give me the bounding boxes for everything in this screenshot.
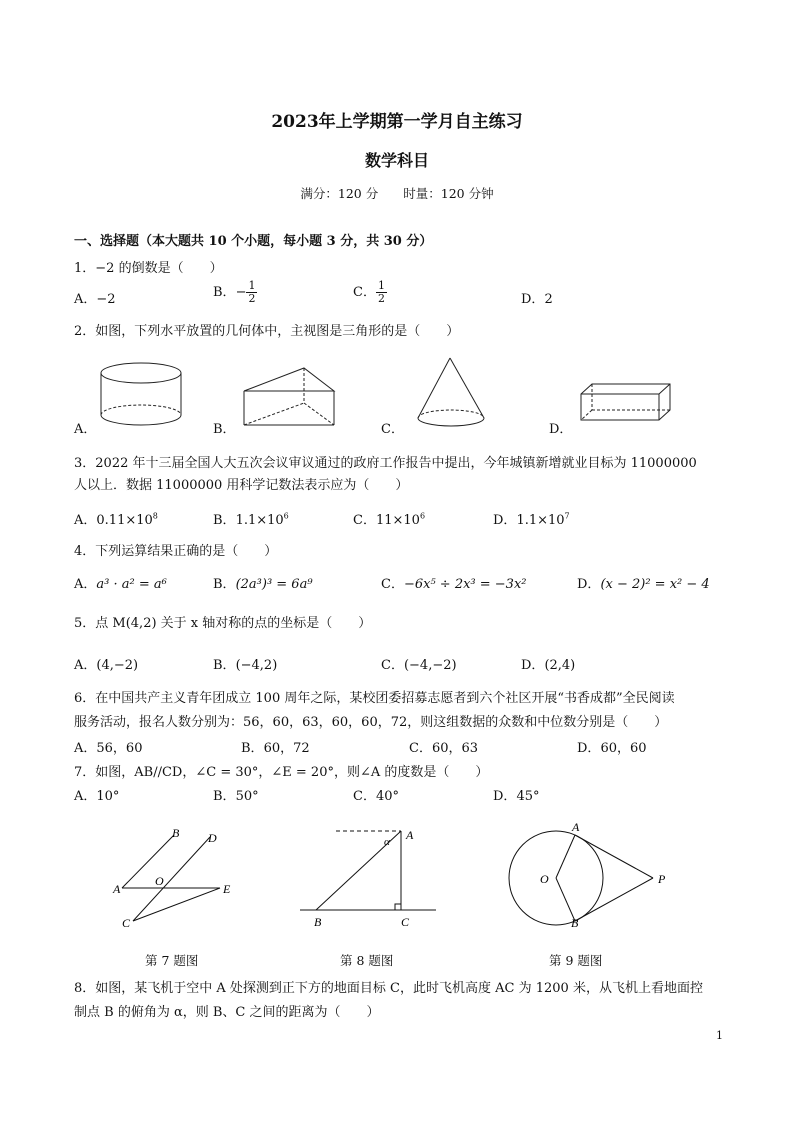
q1-stem: 1．−2 的倒数是（ ） xyxy=(74,261,223,276)
fig8-label-c: C xyxy=(401,915,410,929)
fig9-label-b: B xyxy=(571,916,579,930)
fig7-label-o: O xyxy=(155,874,164,888)
q3-option-d: D．$1.1\times 10^7$ xyxy=(493,511,570,528)
triangular-prism-figure xyxy=(242,363,352,433)
fig7-label-e: E xyxy=(223,882,231,896)
q1-option-b: B．− $\frac{1}{2}$ xyxy=(213,279,256,305)
q6-option-b: B．60，72 xyxy=(241,741,310,756)
q3-option-c: C．$11\times 10^6$ xyxy=(353,511,426,528)
fig7-label-d: D xyxy=(208,831,217,845)
fig7-label-c: C xyxy=(122,916,131,930)
q8-stem-line1: 8．如图，某飞机于空中 A 处探测到正下方的地面目标 C，此时飞机高度 AC 为 1200 米，从飞机上看地面控 xyxy=(74,981,703,996)
q2-label-c: C． xyxy=(381,422,404,437)
figure-7-caption: 第 7 题图 xyxy=(145,953,199,968)
figure-8-caption: 第 8 题图 xyxy=(340,953,394,968)
q3-option-a: A．$0.11\times 10^8$ xyxy=(74,511,158,528)
q3-stem-line2: 人以上．数据 11000000 用科学记数法表示应为（ ） xyxy=(74,478,409,493)
q5-option-c: C．(−4,−2) xyxy=(381,658,457,673)
q8-stem-line2: 制点 B 的俯角为 α，则 B、C 之间的距离为（ ） xyxy=(74,1005,380,1020)
exam-title: 2023年上学期第一学月自主练习 xyxy=(271,112,523,132)
q6-stem-line1: 6．在中国共产主义青年团成立 100 周年之际，某校团委招募志愿者到六个社区开展“书香成都”全民阅读 xyxy=(74,691,675,706)
fig7-label-b: B xyxy=(172,826,180,840)
figure-9-caption: 第 9 题图 xyxy=(549,953,603,968)
q6-option-c: C．60，63 xyxy=(409,741,479,756)
subject-title: 数学科目 xyxy=(364,151,429,170)
cuboid-figure xyxy=(580,382,680,432)
q7-option-c: C．40° xyxy=(353,789,399,804)
figure-9-diagram xyxy=(500,815,680,940)
fig8-label-a: A xyxy=(406,828,414,842)
fig9-label-p: P xyxy=(658,872,666,886)
q2-label-a: A． xyxy=(74,422,97,437)
q7-option-a: A．10° xyxy=(74,789,120,804)
q7-option-d: D．45° xyxy=(493,789,540,804)
q7-stem: 7．如图，AB//CD，∠C = 30°，∠E = 20°，则∠A 的度数是（ ） xyxy=(74,765,489,780)
q4-option-c: C．−6x⁵ ÷ 2x³ = −3x² xyxy=(381,577,527,592)
cone-figure xyxy=(414,356,494,436)
q5-option-d: D．(2,4) xyxy=(521,658,576,673)
q5-option-a: A．(4,−2) xyxy=(74,658,139,673)
fig9-label-o: O xyxy=(540,872,549,886)
page-number: 1 xyxy=(716,1029,723,1042)
q1-option-d: D．2 xyxy=(521,292,553,307)
q3-stem-line1: 3．2022 年十三届全国人大五次会议审议通过的政府工作报告中提出，今年城镇新增就业目标为 11000000 xyxy=(74,456,697,471)
q4-option-b: B．(2a³)³ = 6a⁹ xyxy=(213,577,313,592)
fig7-label-a: A xyxy=(113,882,121,896)
q2-label-b: B． xyxy=(213,422,236,437)
q6-stem-line2: 服务活动，报名人数分别为：56，60，63，60，60，72，则这组数据的众数和中位数分别是（ ） xyxy=(74,715,668,730)
q5-option-b: B．(−4,2) xyxy=(213,658,278,673)
q4-option-d: D．(x − 2)² = x² − 4 xyxy=(577,577,710,592)
exam-info: 满分：120 分 时量：120 分钟 xyxy=(300,186,494,201)
q6-option-d: D．60，60 xyxy=(577,741,647,756)
q3-option-b: B．$1.1\times 10^6$ xyxy=(213,511,289,528)
fig8-label-alpha: α xyxy=(384,836,390,848)
fig8-label-b: B xyxy=(314,915,322,929)
q7-option-b: B．50° xyxy=(213,789,259,804)
q1-option-a: A．−2 xyxy=(74,292,116,307)
figure-8-diagram xyxy=(298,825,443,935)
q2-stem: 2．如图，下列水平放置的几何体中，主视图是三角形的是（ ） xyxy=(74,324,460,339)
q2-label-d: D． xyxy=(549,422,573,437)
figure-7-diagram xyxy=(110,825,250,935)
q4-stem: 4．下列运算结果正确的是（ ） xyxy=(74,544,278,559)
section-heading: 一、选择题（本大题共 10 个小题，每小题 3 分，共 30 分） xyxy=(74,234,433,249)
fig9-label-a: A xyxy=(572,820,580,834)
q4-option-a: A．a³ · a² = a⁶ xyxy=(74,577,167,592)
cylinder-figure xyxy=(100,360,190,430)
q1-option-c: C． $\frac{1}{2}$ xyxy=(353,279,385,305)
q6-option-a: A．56，60 xyxy=(74,741,143,756)
q5-stem: 5．点 M(4,2) 关于 x 轴对称的点的坐标是（ ） xyxy=(74,616,372,631)
